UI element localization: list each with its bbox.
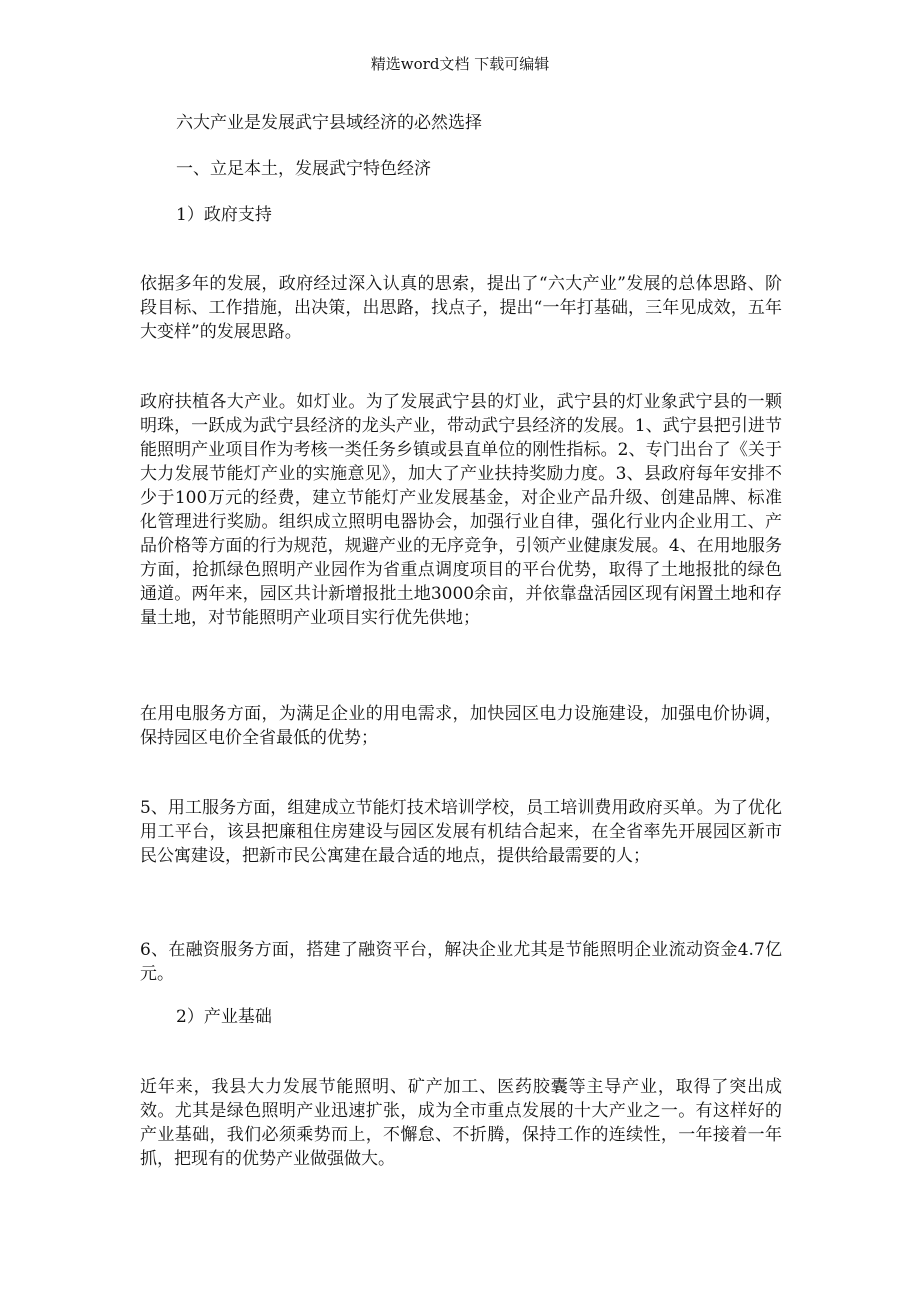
paragraph-development-ideas: 依据多年的发展，政府经过深入认真的思索，提出了“六大产业”发展的总体思路、阶段目标、工作措施，出决策，出思路，找点子，提出“一年打基础，三年见成效，五年大变样”的发展思路。 — [140, 274, 782, 342]
paragraph-labor-service: 5、用工服务方面，组建成立节能灯技术培训学校，员工培训费用政府买单。为了优化用工平台，该县把廉租住房建设与园区发展有机结合起来，在全省率先开展园区新市民公寓建设，把新市民公寓建在最合适的地点，提供给最需要的人； — [140, 798, 782, 866]
page-header: 精选word文档 下载可编辑 — [370, 55, 550, 73]
section-heading-1: 一、立足本土，发展武宁特色经济 — [176, 159, 431, 179]
paragraph-electricity-service: 在用电服务方面，为满足企业的用电需求，加快园区电力设施建设，加强电价协调，保持园区电价全省最低的优势； — [140, 704, 782, 748]
document-title: 六大产业是发展武宁县域经济的必然选择 — [176, 113, 482, 133]
paragraph-financing-service: 6、在融资服务方面，搭建了融资平台，解决企业尤其是节能照明企业流动资金4.7亿元。 — [140, 940, 782, 984]
paragraph-lighting-industry: 政府扶植各大产业。如灯业。为了发展武宁县的灯业，武宁县的灯业象武宁县的一颗明珠，一跃成为武宁县经济的龙头产业，带动武宁县经济的发展。1、武宁县把引进节能照明产业项目作为考核一类任务乡镇或县直单位的刚性指标。2、专门出台了《关于大力发展节能灯产业的实施意见》，加大了产业扶持奖励力度。3、县政府每年安排不少于100万元的经费，建立节能灯产业发展基金，对企业产品升级、创建品牌、标准化管理进行奖励。组织成立照明电器协会，加强行业自律，强化行业内企业用工、产品价格等方面的行为规范，规避产业的无序竞争，引领产业健康发展。4、在用地服务方面，抢抓绿色照明产业园作为省重点调度项目的平台优势，取得了土地报批的绿色通道。两年来，园区共计新增报批土地3000余亩，并依靠盘活园区现有闲置土地和存量土地，对节能照明产业项目实行优先供地； — [140, 392, 782, 628]
subsection-heading-1: 1）政府支持 — [176, 205, 272, 225]
subsection-heading-2: 2）产业基础 — [176, 1007, 272, 1027]
paragraph-industry-base: 近年来，我县大力发展节能照明、矿产加工、医药胶囊等主导产业，取得了突出成效。尤其是绿色照明产业迅速扩张，成为全市重点发展的十大产业之一。有这样好的产业基础，我们必须乘势而上，不懈怠、不折腾，保持工作的连续性，一年接着一年抓，把现有的优势产业做强做大。 — [140, 1077, 782, 1169]
